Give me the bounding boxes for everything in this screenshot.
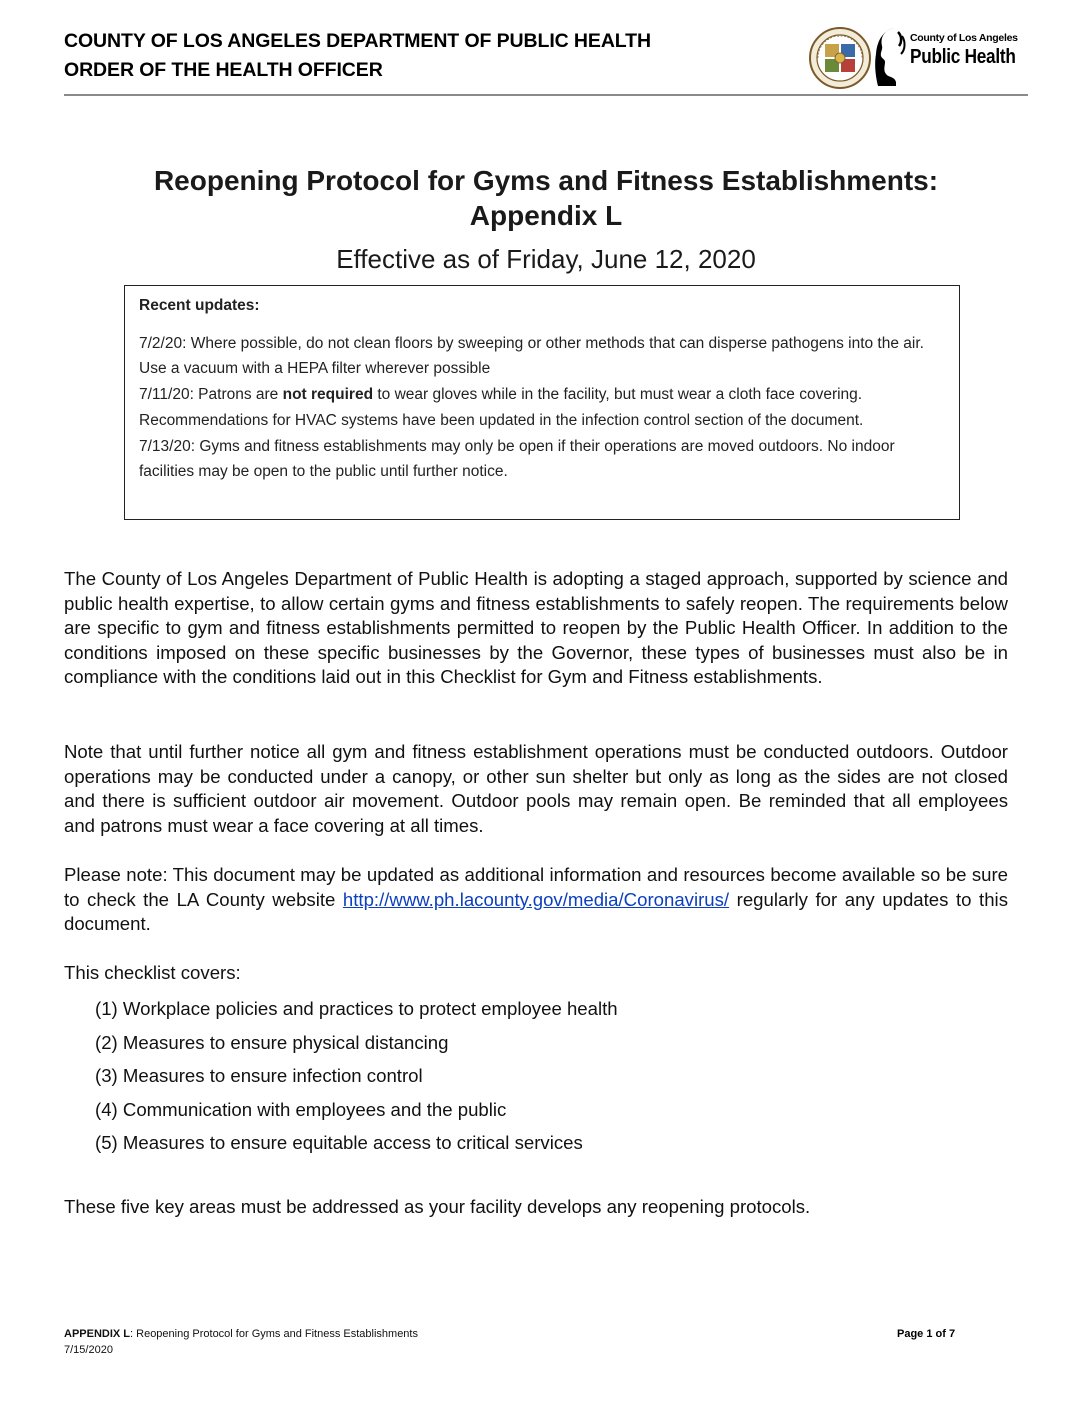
county-seal-icon xyxy=(808,26,872,90)
update-text: to wear gloves while in the facility, but must wear a cloth face covering. Recommendations for HVAC systems have been updated in the infection control section of the document. xyxy=(139,386,864,429)
checklist-items xyxy=(95,992,618,1160)
recent-updates-box xyxy=(124,285,960,520)
footer-appendix-title: : Reopening Protocol for Gyms and Fitness Establishments xyxy=(130,1328,418,1340)
list-item: (3) Measures to ensure infection control xyxy=(95,1065,423,1087)
page-number: Page 1 of 7 xyxy=(897,1328,956,1340)
document-title xyxy=(64,163,1028,233)
intro-paragraph xyxy=(64,567,1008,690)
list-item: (5) Measures to ensure equitable access to critical services xyxy=(95,1132,583,1154)
list-item: (4) Communication with employees and the public xyxy=(95,1098,507,1120)
footer-left xyxy=(64,1326,418,1358)
update-item: 7/2/20: Where possible, do not clean floors by sweeping or other methods that can disperse pathogens into the air. Use a vacuum with a HEPA filter wherever possible xyxy=(139,334,924,378)
paragraph-text-part: regularly for any updates to this document. xyxy=(64,888,1008,935)
update-item xyxy=(139,382,945,433)
closing-statement: These five key areas must be addressed as your facility develops any reopening protocols. xyxy=(64,1196,811,1217)
paragraph-text: Note that until further notice all gym and fitness establishment operations must be conducted outdoors. Outdoor operations may be conducted under a canopy, or other sun shelter but only as long as the sides are not closed and there is sufficient outdoor air movement. Outdoor pools may remain open. Be reminded that all employees and patrons must wear a face covering at all times. xyxy=(64,741,1008,836)
header-department: COUNTY OF LOS ANGELES DEPARTMENT OF PUBLIC HEALTH xyxy=(64,30,651,52)
title-line-2: Appendix L xyxy=(469,200,623,231)
title-line-1: Reopening Protocol for Gyms and Fitness Establishments: xyxy=(153,165,939,196)
list-item: (2) Measures to ensure physical distancing xyxy=(95,1031,449,1053)
profile-silhouette-icon xyxy=(874,26,910,86)
list-item: (1) Workplace policies and practices to protect employee health xyxy=(95,998,618,1019)
paragraph-text xyxy=(64,863,1008,937)
paragraph-text: The County of Los Angeles Department of Public Health is adopting a staged approach, supported by science and public health expertise, to allow certain gyms and fitness establishments to safely reopen. The requirements below are specific to gym and fitness establishments permitted to reopen by the Public Health Officer. In addition to the conditions imposed on these specific businesses by the Governor, these types of businesses must also be in compliance with the conditions laid out in this Checklist for Gym and Fitness establishments. xyxy=(64,568,1008,688)
public-health-logo xyxy=(874,26,1030,88)
document-header xyxy=(64,27,704,85)
header-order: ORDER OF THE HEALTH OFFICER xyxy=(64,59,383,81)
update-emphasis: not required xyxy=(282,386,374,404)
footer-date: 7/15/2020 xyxy=(64,1344,113,1356)
update-note-paragraph xyxy=(64,863,1008,937)
updates-heading: Recent updates: xyxy=(139,297,260,314)
checklist-intro: This checklist covers: xyxy=(64,962,241,983)
footer-appendix-label: APPENDIX L xyxy=(64,1328,131,1340)
outdoor-note-paragraph xyxy=(64,740,1008,838)
effective-date: Effective as of Friday, June 12, 2020 xyxy=(336,244,756,274)
update-item: 7/13/20: Gyms and fitness establishments may only be open if their operations are moved outdoors. No indoor facilities may be open to the public until further notice. xyxy=(139,437,895,481)
footer-appendix xyxy=(64,1326,418,1342)
logo-county-text: County of Los Angeles xyxy=(910,32,1018,44)
update-text: 7/11/20: Patrons are xyxy=(139,386,283,404)
header-divider xyxy=(64,94,1028,96)
lacounty-website-link[interactable]: http://www.ph.lacounty.gov/media/Coronavirus/ xyxy=(342,888,730,910)
logo-public-health-text: Public Health xyxy=(910,46,1016,68)
paragraph-text-part: Please note: This document may be updated as additional information and resources become available so be sure to check the LA County website xyxy=(64,864,1008,910)
